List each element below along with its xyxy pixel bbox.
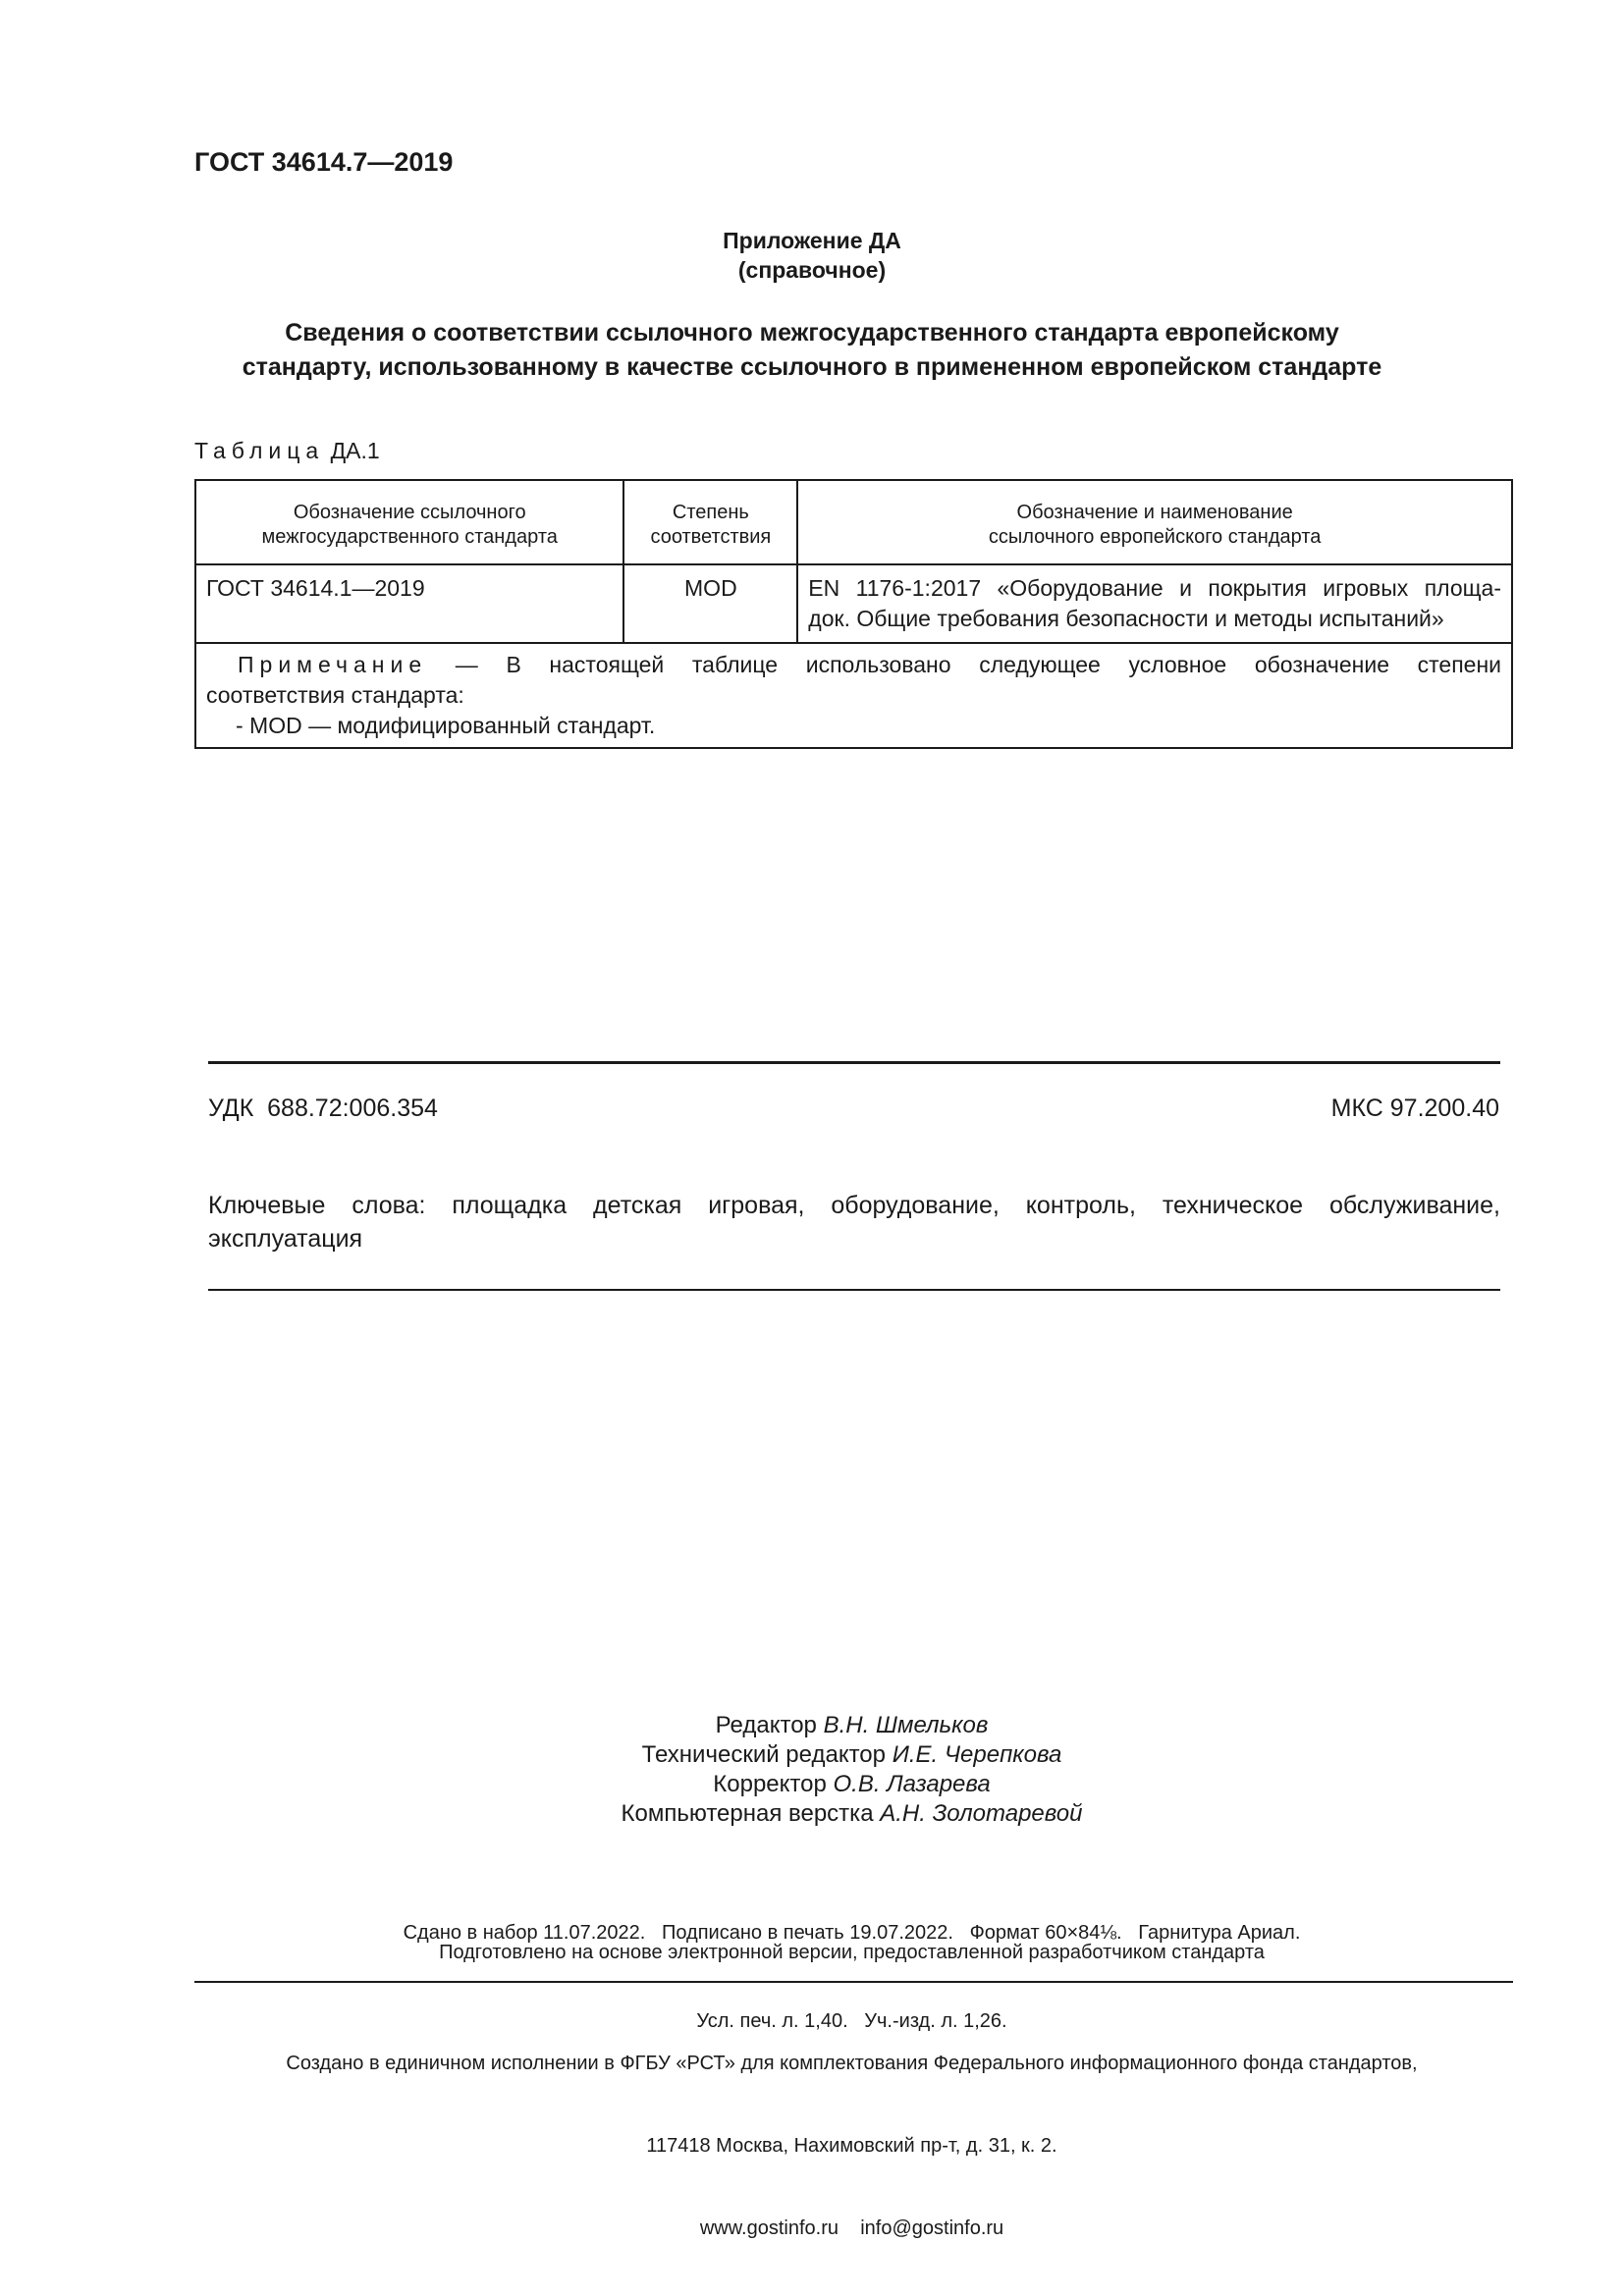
publisher-info bbox=[0, 1995, 1624, 2269]
divider-keywords bbox=[208, 1289, 1500, 1291]
mks-code: МКС 97.200.40 bbox=[1330, 1095, 1499, 1122]
publisher-line2: 117418 Москва, Нахимовский пр-т, д. 31, к. 2. bbox=[646, 2135, 1057, 2157]
prepared-note: Подготовлено на основе электронной версии, предоставленной разработчиком стандарта bbox=[439, 1942, 1265, 1963]
header-cell-european: Обозначение и наименование ссылочного европейского стандарта bbox=[797, 480, 1512, 564]
correspondence-table bbox=[194, 479, 1513, 749]
divider-top bbox=[208, 1061, 1500, 1064]
document-code: ГОСТ 34614.7—2019 bbox=[194, 147, 454, 177]
udk-code: УДК 688.72:006.354 bbox=[208, 1095, 438, 1122]
credit-editor: Редактор В.Н. Шмельков bbox=[715, 1712, 989, 1738]
credit-technical-editor: Технический редактор И.Е. Черепкова bbox=[641, 1741, 1062, 1768]
credit-corrector: Корректор О.В. Лазарева bbox=[713, 1771, 991, 1797]
keywords bbox=[208, 1189, 1500, 1255]
table-caption bbox=[194, 438, 380, 464]
section-title-line2: стандарту, использованному в качестве ссылочного в примененном европейском стандарте bbox=[242, 353, 1382, 381]
note-text: — В настоящей таблице использовано следующее условное обозначение степени bbox=[455, 652, 1501, 677]
annex-heading bbox=[0, 226, 1624, 285]
keywords-line2: эксплуатация bbox=[208, 1225, 363, 1253]
note-line2: соответствия стандарта: bbox=[206, 682, 464, 708]
table-caption-number: ДА.1 bbox=[330, 438, 380, 463]
note-label: Примечание bbox=[238, 652, 428, 677]
table-row bbox=[195, 564, 1512, 643]
header-cell-degree: Степень соответствия bbox=[623, 480, 797, 564]
table-caption-word: Таблица bbox=[194, 438, 325, 463]
annex-type: (справочное) bbox=[737, 257, 887, 283]
print-info-line2: Усл. печ. л. 1,40. Уч.-изд. л. 1,26. bbox=[696, 2010, 1007, 2032]
publisher-line3: www.gostinfo.ru info@gostinfo.ru bbox=[699, 2217, 1004, 2239]
table-header-row bbox=[195, 480, 1512, 564]
section-title-line1: Сведения о соответствии ссылочного межгосударственного стандарта европейскому bbox=[285, 319, 1339, 347]
print-info-line1: Сдано в набор 11.07.2022. Подписано в печать 19.07.2022. Формат 60×84⅛. Гарнитура Ариал. bbox=[403, 1922, 1301, 1944]
credit-layout: Компьютерная верстка А.Н. Золотаревой bbox=[621, 1800, 1083, 1827]
credits-block bbox=[0, 1711, 1624, 1829]
note-line3: - MOD — модифицированный стандарт. bbox=[236, 713, 656, 738]
cell-european: EN 1176-1:2017 «Оборудование и покрытия игровых площа- док. Общие требования безопасности и методы испытаний» bbox=[797, 564, 1512, 643]
header-cell-designation: Обозначение ссылочного межгосударственного стандарта bbox=[195, 480, 623, 564]
publisher-line1: Создано в единичном исполнении в ФГБУ «РСТ» для комплектования Федерального информационного фонда стандартов, bbox=[286, 2053, 1418, 2074]
cell-designation: ГОСТ 34614.1—2019 bbox=[195, 564, 623, 643]
cell-degree: MOD bbox=[623, 564, 797, 643]
table-note-row bbox=[195, 643, 1512, 748]
divider-bottom bbox=[194, 1981, 1513, 1983]
annex-title: Приложение ДА bbox=[723, 228, 901, 253]
section-title bbox=[0, 316, 1624, 385]
keywords-line1: Ключевые слова: площадка детская игровая, оборудование, контроль, техническое обслуживание, bbox=[208, 1192, 1500, 1219]
table-note bbox=[195, 643, 1512, 748]
